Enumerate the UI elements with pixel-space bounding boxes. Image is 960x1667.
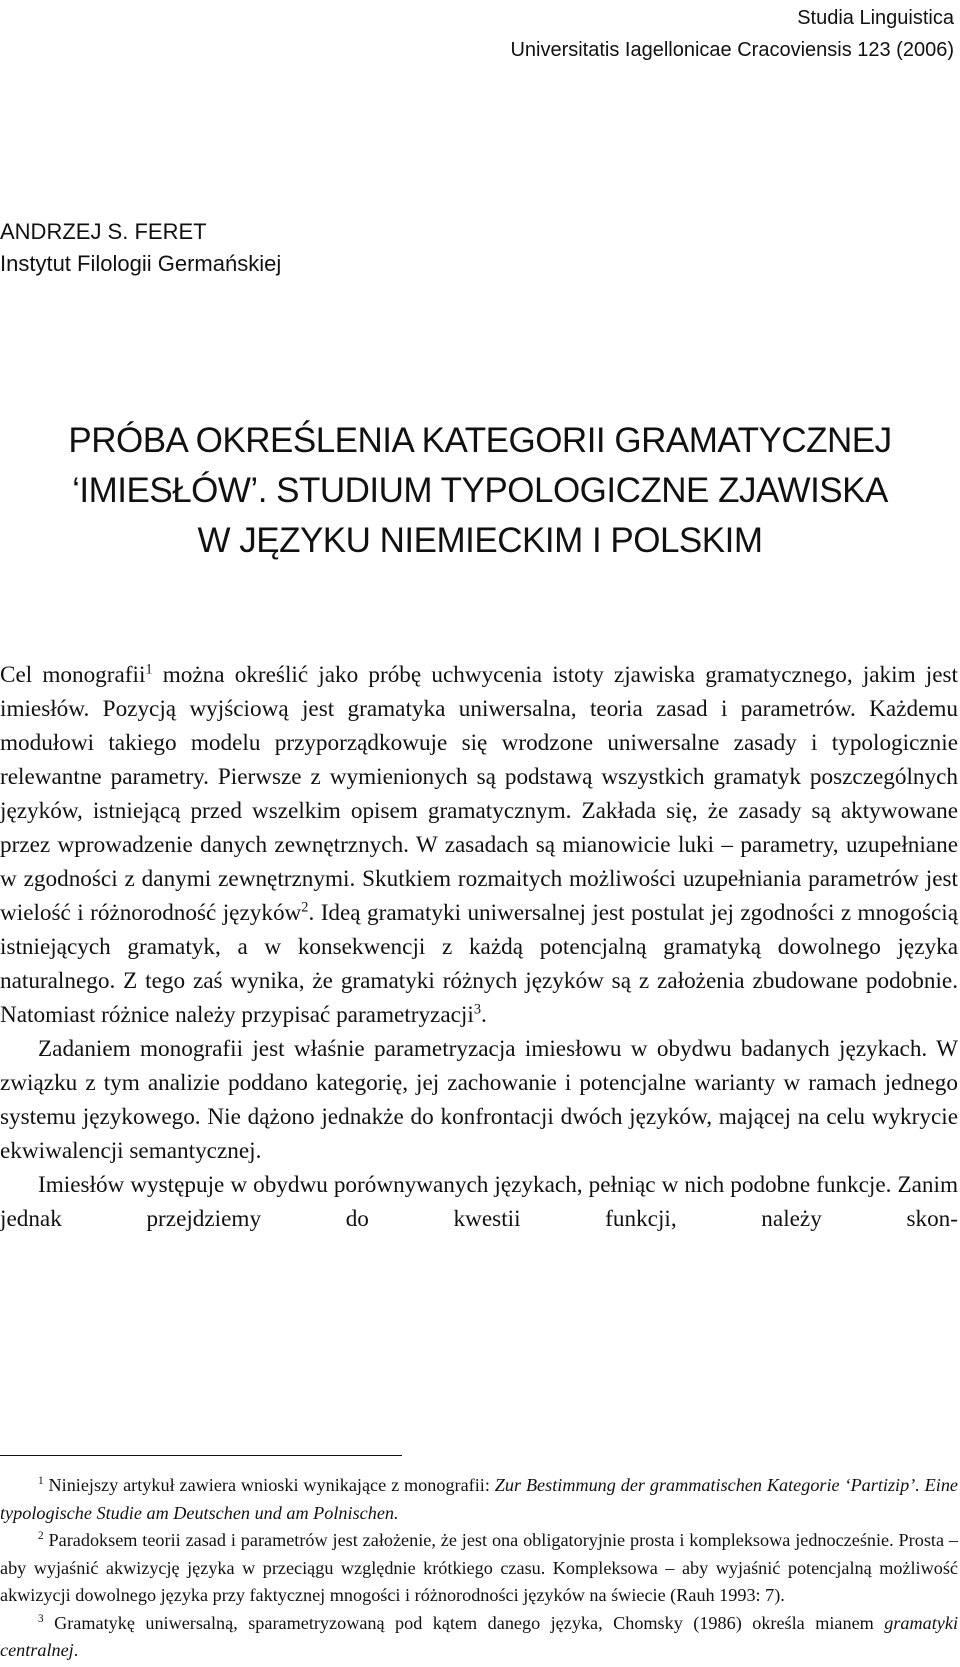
paragraph-text: . Ideą gramatyki uniwersalnej jest postulat jej zgodności z mnogością istniejących gramatyk, a w konsekwencji z każdą potencjalną gramatyką dowolnego języka naturalnego. Z tego zaś wynika, że gramatyki różnych języków są z założenia zbudowane podobnie. Natomiast różnice należy przypisać parametryzacji [0,900,958,1028]
body-paragraph: Imiesłów występuje w obydwu porównywanych językach, pełniąc w nich podobne funkcje. Zanim jednak przejdziemy do kwestii funkcji, należy skon- [0,1172,958,1232]
article-body [0,658,958,1236]
body-paragraph [0,658,958,1032]
footnote-ref: 2 [301,899,309,916]
title-line: W JĘZYKU NIEMIECKIM I POLSKIM [197,521,763,560]
paragraph-text: można określić jako próbę uchwycenia istoty zjawiska gramatycznego, jakim jest imiesłów. Pozycją wyjściową jest gramatyka uniwersalna, teoria zasad i parametrów. Każdemu modułowi takiego modelu przyporządkowuje się wrodzone uniwersalne zasady i typologicznie relewantne parametry. Pierwsze z wymienionych są podstawą wszystkich gramatyk poszczególnych języków, istniejącą przed wszelkim opisem gramatycznym. Zakłada się, że zasady są aktywowane przez wprowadzenie danych zewnętrznych. W zasadach są mianowicie luki – parametry, uzupełniane w zgodności z danymi zewnętrznymi. Skutkiem rozmaitych możliwości uzupełniania parametrów jest wielość i różnorodność języków [0,662,958,926]
title-line: PRÓBA OKREŚLENIA KATEGORII GRAMATYCZNEJ [68,421,892,460]
article-title [0,416,960,566]
footnote-italic-title: Zur Bestimmung der grammatischen Kategorie ‘Partizip’. Eine typologische Studie am Deutschen und am Polnischen. [0,1475,958,1523]
footnote-ref: 3 [473,1001,482,1018]
body-paragraph: Zadaniem monografii jest właśnie parametryzacja imiesłowu w obydwu badanych językach. W związku z tym analizie poddano kategorię, jej zachowanie i potencjalne warianty w ramach jednego systemu językowego. Nie dążono jednakże do konfrontacji dwóch języków, mającej na celu wykrycie ekwiwalencji semantycznej. [0,1036,958,1164]
author-block [0,216,281,280]
footnotes [0,1472,958,1665]
footnote-number: 1 [38,1474,44,1487]
footnote-text: Paradoksem teorii zasad i parametrów jest założenie, że jest ona obligatoryjnie prosta i kompleksowa jednocześnie. Prosta – aby wyjaśnić akwizycję języka w przeciągu względnie krótkiego czasu. Kompleksowa – aby wyjaśnić potencjalną możliwość akwizycji dowolnego języka przy faktycznej mnogości i różnorodności języków na świecie (Rauh 1993: 7). [0,1530,958,1605]
author-name: ANDRZEJ S. FERET [0,219,207,244]
footnote-text: . [73,1640,79,1660]
paragraph-text: . [481,1002,487,1028]
footnote [0,1472,958,1527]
footnote-text: Gramatykę uniwersalną, sparametryzowaną pod kątem danego języka, Chomsky (1986) określa mianem [43,1612,885,1633]
journal-header [510,2,954,66]
journal-name: Studia Linguistica [797,7,954,29]
footnote-number: 3 [38,1612,44,1625]
author-affiliation: Instytut Filologii Germańskiej [0,251,282,276]
footnote-italic-term: gramatyki centralnej [0,1612,958,1660]
footnote-ref: 1 [145,661,153,678]
paragraph-text: Cel monografii [0,662,146,688]
footnote-number: 2 [38,1529,44,1542]
footnote [0,1527,958,1610]
footnote-text: Niniejszy artykuł zawiera wnioski wynikające z monografii: [43,1475,495,1495]
journal-series: Universitatis Iagellonicae Cracoviensis 123 (2006) [510,39,954,61]
title-line: ‘IMIESŁÓW’. STUDIUM TYPOLOGICZNE ZJAWISKA [72,471,888,510]
footnote-divider [0,1455,402,1456]
footnote [0,1610,958,1665]
